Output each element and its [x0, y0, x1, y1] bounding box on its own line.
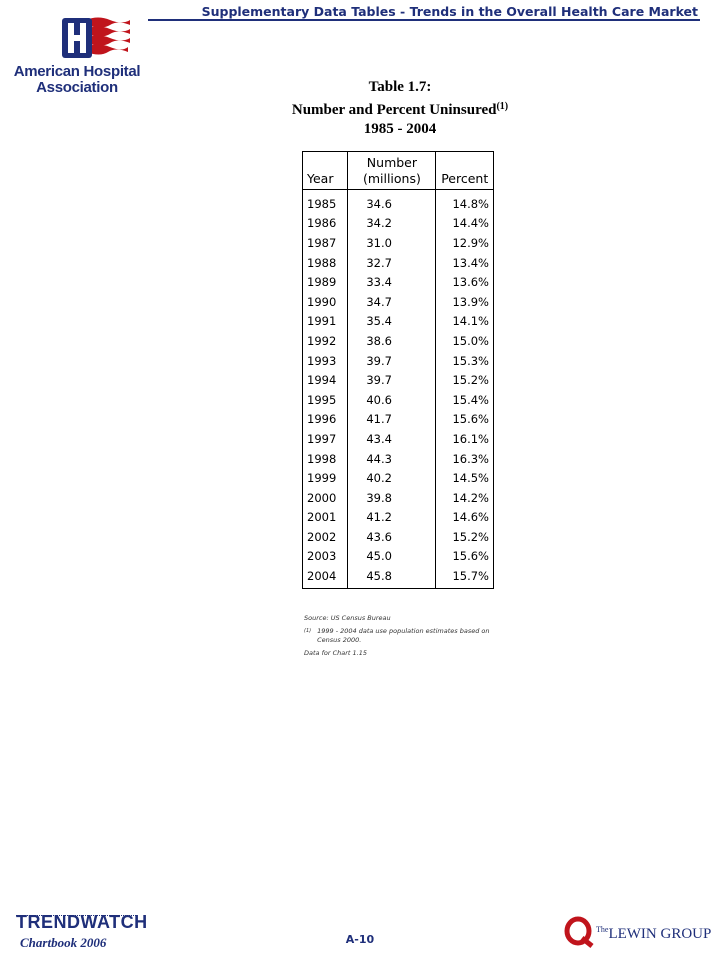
cell-year: 1985 — [303, 190, 348, 214]
table-row — [303, 312, 494, 332]
cell-year: 1999 — [303, 468, 348, 488]
aha-logo-icon — [60, 14, 130, 64]
data-for-note: Data for Chart 1.15 — [304, 649, 367, 657]
table-row — [303, 370, 494, 390]
header-rule — [148, 19, 700, 21]
cell-percent: 15.0% — [436, 331, 494, 351]
cell-percent: 13.9% — [436, 292, 494, 312]
cell-year: 1992 — [303, 331, 348, 351]
cell-percent: 14.6% — [436, 508, 494, 528]
cell-percent: 12.9% — [436, 233, 494, 253]
cell-number: 41.7 — [348, 410, 436, 430]
cell-percent: 16.3% — [436, 449, 494, 469]
col-header-number — [348, 152, 436, 190]
cell-percent: 13.4% — [436, 253, 494, 273]
footnote-marker: (1) — [304, 628, 312, 634]
cell-number: 34.2 — [348, 214, 436, 234]
table-body — [303, 190, 494, 589]
footnote-text: 1999 - 2004 data use population estimates based on Census 2000. — [317, 627, 490, 644]
cell-number: 39.8 — [348, 488, 436, 508]
cell-year: 1996 — [303, 410, 348, 430]
cell-year: 1989 — [303, 272, 348, 292]
cell-percent: 15.2% — [436, 370, 494, 390]
table-title-block — [200, 78, 600, 139]
cell-year: 2003 — [303, 547, 348, 567]
cell-number: 40.6 — [348, 390, 436, 410]
uninsured-table — [302, 151, 494, 589]
cell-percent: 14.2% — [436, 488, 494, 508]
table-row — [303, 429, 494, 449]
table-row — [303, 527, 494, 547]
table-row — [303, 214, 494, 234]
cell-percent: 15.6% — [436, 410, 494, 430]
cell-number: 43.4 — [348, 429, 436, 449]
cell-percent: 15.7% — [436, 566, 494, 588]
cell-percent: 14.8% — [436, 190, 494, 214]
cell-year: 1995 — [303, 390, 348, 410]
cell-number: 32.7 — [348, 253, 436, 273]
footnote — [304, 627, 504, 645]
col-header-number-line1: Number — [366, 155, 418, 170]
cell-year: 2002 — [303, 527, 348, 547]
lewin-the: The — [596, 925, 609, 934]
trendwatch-logo — [16, 912, 148, 933]
source-note: Source: US Census Bureau — [304, 614, 391, 622]
table-row — [303, 410, 494, 430]
cell-year: 1994 — [303, 370, 348, 390]
cell-year: 1998 — [303, 449, 348, 469]
cell-year: 1997 — [303, 429, 348, 449]
cell-percent: 14.5% — [436, 468, 494, 488]
cell-number: 33.4 — [348, 272, 436, 292]
table-row — [303, 272, 494, 292]
cell-percent: 15.3% — [436, 351, 494, 371]
table-range: 1985 - 2004 — [363, 121, 437, 137]
table-row — [303, 566, 494, 588]
logo-line-1: American Hospital — [13, 63, 141, 80]
table-label: Table 1.7: — [368, 79, 432, 95]
cell-percent: 14.1% — [436, 312, 494, 332]
lewin-group-text — [596, 925, 711, 943]
table-row — [303, 547, 494, 567]
table-row — [303, 488, 494, 508]
cell-year: 1988 — [303, 253, 348, 273]
cell-year: 2000 — [303, 488, 348, 508]
cell-number: 41.2 — [348, 508, 436, 528]
trendwatch-text: TRENDWATCH — [16, 912, 148, 932]
cell-number: 43.6 — [348, 527, 436, 547]
title-footnote-marker: (1) — [496, 101, 509, 112]
logo-line-2: Association — [36, 79, 118, 96]
cell-number: 39.7 — [348, 351, 436, 371]
cell-percent: 15.2% — [436, 527, 494, 547]
cell-year: 2001 — [303, 508, 348, 528]
running-header-title: Supplementary Data Tables - Trends in the Overall Health Care Market — [201, 4, 698, 19]
lewin-name: LEWIN GROUP — [608, 926, 712, 942]
cell-percent: 15.6% — [436, 547, 494, 567]
cell-percent: 14.4% — [436, 214, 494, 234]
cell-year: 2004 — [303, 566, 348, 588]
aha-logo-text — [6, 64, 148, 96]
table-row — [303, 468, 494, 488]
table-row — [303, 390, 494, 410]
table-row — [303, 233, 494, 253]
table-row — [303, 351, 494, 371]
col-header-number-line2: (millions) — [362, 171, 421, 186]
trendwatch-rule — [16, 915, 136, 917]
cell-percent: 13.6% — [436, 272, 494, 292]
table-row — [303, 331, 494, 351]
table-title — [200, 97, 600, 120]
table-row — [303, 292, 494, 312]
cell-year: 1990 — [303, 292, 348, 312]
cell-year: 1987 — [303, 233, 348, 253]
cell-number: 35.4 — [348, 312, 436, 332]
table-row — [303, 508, 494, 528]
cell-year: 1986 — [303, 214, 348, 234]
cell-number: 34.7 — [348, 292, 436, 312]
cell-number: 38.6 — [348, 331, 436, 351]
cell-year: 1991 — [303, 312, 348, 332]
cell-percent: 16.1% — [436, 429, 494, 449]
col-header-year: Year — [303, 152, 348, 190]
cell-number: 39.7 — [348, 370, 436, 390]
cell-number: 34.6 — [348, 190, 436, 214]
cell-year: 1993 — [303, 351, 348, 371]
cell-percent: 15.4% — [436, 390, 494, 410]
table-header-row — [303, 152, 494, 190]
col-header-percent: Percent — [436, 152, 494, 190]
table-row — [303, 449, 494, 469]
cell-number: 31.0 — [348, 233, 436, 253]
cell-number: 44.3 — [348, 449, 436, 469]
cell-number: 45.8 — [348, 566, 436, 588]
cell-number: 40.2 — [348, 468, 436, 488]
table-title-text: Number and Percent Uninsured — [291, 102, 497, 118]
chartbook-label: Chartbook 2006 — [20, 935, 107, 950]
cell-number: 45.0 — [348, 547, 436, 567]
table-row — [303, 253, 494, 273]
page-number: A-10 — [345, 933, 375, 946]
table-row — [303, 190, 494, 214]
table-notes — [304, 614, 504, 662]
